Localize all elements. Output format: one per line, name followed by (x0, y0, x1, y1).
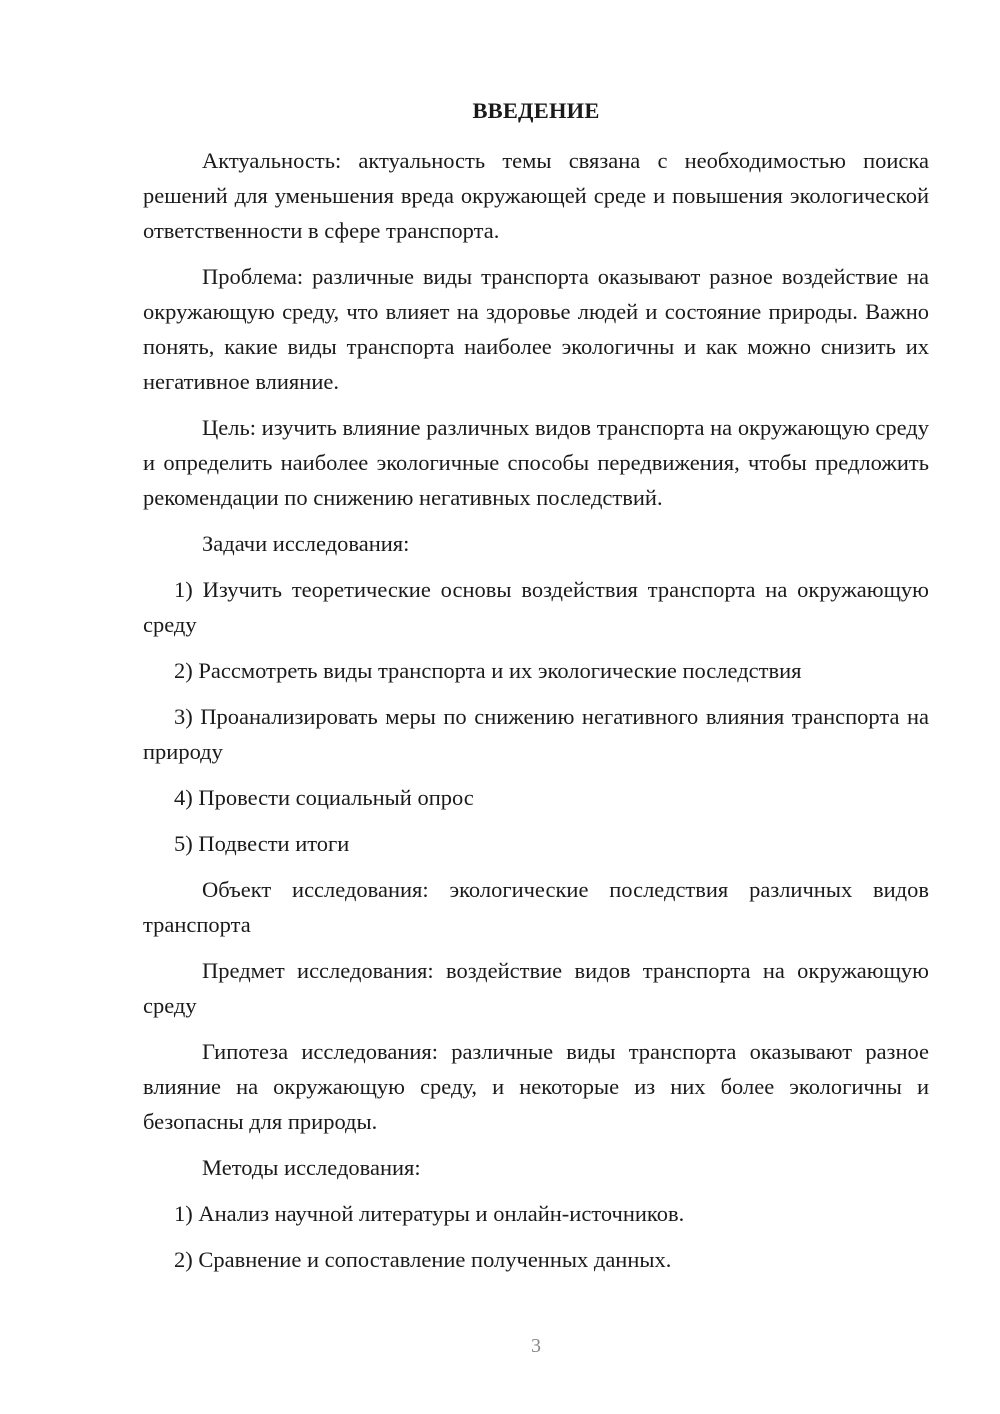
method-item-2: 2) Сравнение и сопоставление полученных данных. (174, 1247, 672, 1272)
document-body (143, 143, 929, 1288)
tasks-heading: Задачи исследования: (202, 531, 410, 556)
method-item-1: 1) Анализ научной литературы и онлайн-источников. (174, 1201, 685, 1226)
page-title: ВВЕДЕНИЕ (472, 98, 600, 123)
task-item-5: 5) Подвести итоги (174, 831, 350, 856)
paragraph-problem: Проблема: различные виды транспорта оказывают разное воздействие на окружающую среду, что влияет на здоровье людей и состояние природы. Важно понять, какие виды транспорта наиболее экологичны и как можно снизить их негативное влияние. (143, 264, 929, 394)
task-item-2: 2) Рассмотреть виды транспорта и их экологические последствия (174, 658, 802, 683)
paragraph-object: Объект исследования: экологические последствия различных видов транспорта (143, 877, 929, 937)
task-item-1: 1) Изучить теоретические основы воздействия транспорта на окружающую среду (143, 577, 929, 637)
paragraph-goal: Цель: изучить влияние различных видов транспорта на окружающую среду и определить наиболее экологичные способы передвижения, чтобы предложить рекомендации по снижению негативных последствий. (143, 415, 929, 510)
task-item-4: 4) Провести социальный опрос (174, 785, 474, 810)
methods-heading: Методы исследования: (202, 1155, 421, 1180)
task-item-3: 3) Проанализировать меры по снижению негативного влияния транспорта на природу (143, 704, 929, 764)
paragraph-hypothesis: Гипотеза исследования: различные виды транспорта оказывают разное влияние на окружающую среду, и некоторые из них более экологичны и безопасны для природы. (143, 1039, 929, 1134)
paragraph-relevance: Актуальность: актуальность темы связана с необходимостью поиска решений для уменьшения вреда окружающей среде и повышения экологической ответственности в сфере транспорта. (143, 148, 929, 243)
page-number: 3 (531, 1335, 541, 1357)
paragraph-subject: Предмет исследования: воздействие видов транспорта на окружающую среду (143, 958, 929, 1018)
